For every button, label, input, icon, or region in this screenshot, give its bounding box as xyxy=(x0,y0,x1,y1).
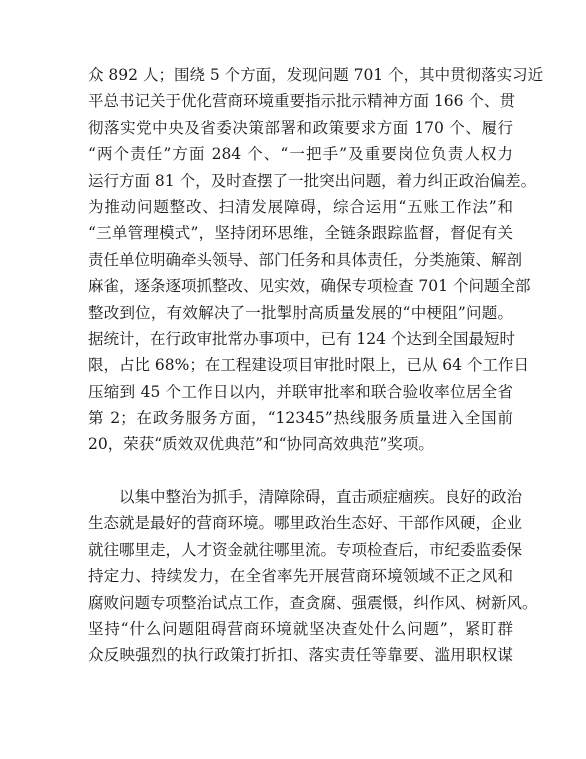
text-line: 麻雀，逐条逐项抓整改、见实效，确保专项检查 701 个问题全部 xyxy=(88,277,531,296)
text-line: 为推动问题整改、扫清发展障碍，综合运用“五账工作法”和 xyxy=(88,197,513,216)
text-line: 众 892 人；围绕 5 个方面，发现问题 701 个，其中贯彻落实习近 xyxy=(88,66,544,84)
text-line: 平总书记关于优化营商环境重要指示批示精神方面 166 个、贯 xyxy=(88,92,515,111)
text-line: 整改到位，有效解决了一批掣肘高质量发展的“中梗阻”问题。 xyxy=(88,303,513,322)
text-line: 生态就是最好的营商环境。哪里政治生态好、干部作风硬，企业 xyxy=(88,514,523,533)
text-line: 众反映强烈的执行政策打折扣、落实责任等靠要、滥用职权谋 xyxy=(88,646,513,665)
text-line: 坚持“什么问题阻碍营商环境就坚决查处什么问题”，紧盯群 xyxy=(88,619,513,638)
text-line: 腐败问题专项整治试点工作，查贪腐、强震慑，纠作风、树新风。 xyxy=(88,593,538,612)
text-line: 压缩到 45 个工作日以内，并联审批率和联合验收率位居全省 xyxy=(88,382,513,401)
text-line: “三单管理模式”，坚持闭环思维，全链条跟踪监督，督促有关 xyxy=(88,224,513,243)
text-line-first: 以集中整治为抓手，清障除碍，直击顽症痼疾。良好的政治 xyxy=(119,488,523,506)
text-line: 持定力、持续发力，在全省率先开展营商环境领域不正之风和 xyxy=(88,567,513,586)
text-line: 据统计，在行政审批常办事项中，已有 124 个达到全国最短时 xyxy=(88,329,515,348)
text-line-last: 20，荣获“质效双优典范”和“协同高效典范”奖项。 xyxy=(88,435,434,454)
text-line: 就往哪里走，人才资金就往哪里流。专项检查后，市纪委监委保 xyxy=(88,540,523,559)
text-line: 运行方面 81 个，及时查摆了一批突出问题，着力纠正政治偏差。 xyxy=(88,171,537,190)
text-line: 责任单位明确牵头领导、部门任务和具体责任，分类施策、解剖 xyxy=(88,250,523,269)
text-line: “两个责任”方面 284 个、“一把手”及重要岗位负责人权力 xyxy=(88,145,513,164)
text-line: 限，占比 68%；在工程建设项目审批时限上，已从 64 个工作日 xyxy=(88,356,529,375)
text-line: 第 2；在政务服务方面，“12345”热线服务质量进入全国前 xyxy=(88,409,513,428)
paragraph-2 xyxy=(88,484,538,669)
text-line: 彻落实党中央及省委决策部署和政策要求方面 170 个、履行 xyxy=(88,118,513,137)
paragraph-1 xyxy=(88,62,544,458)
